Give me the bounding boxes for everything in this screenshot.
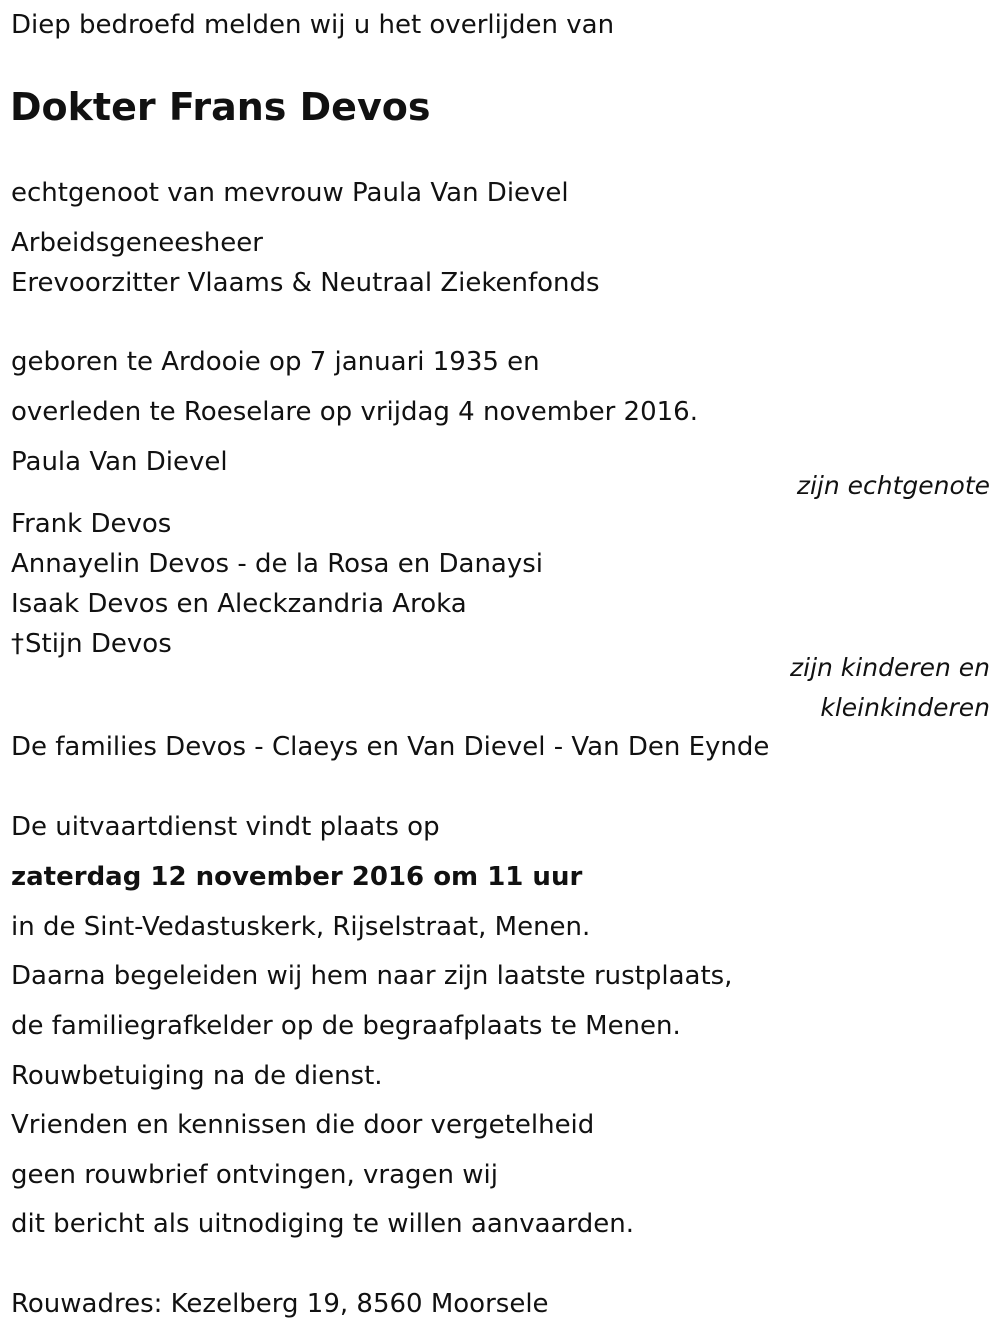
child-name-deceased xyxy=(11,627,172,661)
mourning-address: Rouwadres: Kezelberg 19, 8560 Moorsele xyxy=(11,1289,549,1319)
title-occupation: Arbeidsgeneesheer xyxy=(11,228,263,258)
service-intro: De uitvaartdienst vindt plaats op xyxy=(11,812,440,842)
service-location: in de Sint-Vedastuskerk, Rijselstraat, Menen. xyxy=(11,912,591,942)
invitation-note: Vrienden en kennissen die door vergetelheid xyxy=(11,1110,595,1140)
families-line: De families Devos - Claeys en Van Dievel - Van Den Eynde xyxy=(11,732,770,762)
burial-line: de familiegrafkelder op de begraafplaats te Menen. xyxy=(11,1011,681,1041)
child-name: Stijn Devos xyxy=(25,629,172,659)
title-honorary: Erevoorzitter Vlaams & Neutraal Ziekenfonds xyxy=(11,268,600,298)
child-name: Isaak Devos en Aleckzandria Aroka xyxy=(11,589,467,619)
birth-line: geboren te Ardooie op 7 januari 1935 en xyxy=(11,347,540,377)
cross-icon: † xyxy=(11,629,24,659)
child-name: Annayelin Devos - de la Rosa en Danaysi xyxy=(11,549,544,579)
spouse-line: echtgenoot van mevrouw Paula Van Dievel xyxy=(11,178,569,208)
spouse-name: Paula Van Dievel xyxy=(11,447,228,477)
children-role: zijn kinderen en xyxy=(790,653,990,682)
deceased-name: Dokter Frans Devos xyxy=(10,85,431,129)
child-name: Frank Devos xyxy=(11,509,172,539)
condolences-line: Rouwbetuiging na de dienst. xyxy=(11,1061,383,1091)
burial-line: Daarna begeleiden wij hem naar zijn laatste rustplaats, xyxy=(11,961,733,991)
invitation-note: geen rouwbrief ontvingen, vragen wij xyxy=(11,1160,498,1190)
children-role: kleinkinderen xyxy=(820,693,990,722)
spouse-role: zijn echtgenote xyxy=(796,471,990,500)
intro-text: Diep bedroefd melden wij u het overlijden van xyxy=(11,10,615,40)
death-line: overleden te Roeselare op vrijdag 4 november 2016. xyxy=(11,397,698,427)
service-datetime: zaterdag 12 november 2016 om 11 uur xyxy=(11,862,583,892)
invitation-note: dit bericht als uitnodiging te willen aanvaarden. xyxy=(11,1209,634,1239)
